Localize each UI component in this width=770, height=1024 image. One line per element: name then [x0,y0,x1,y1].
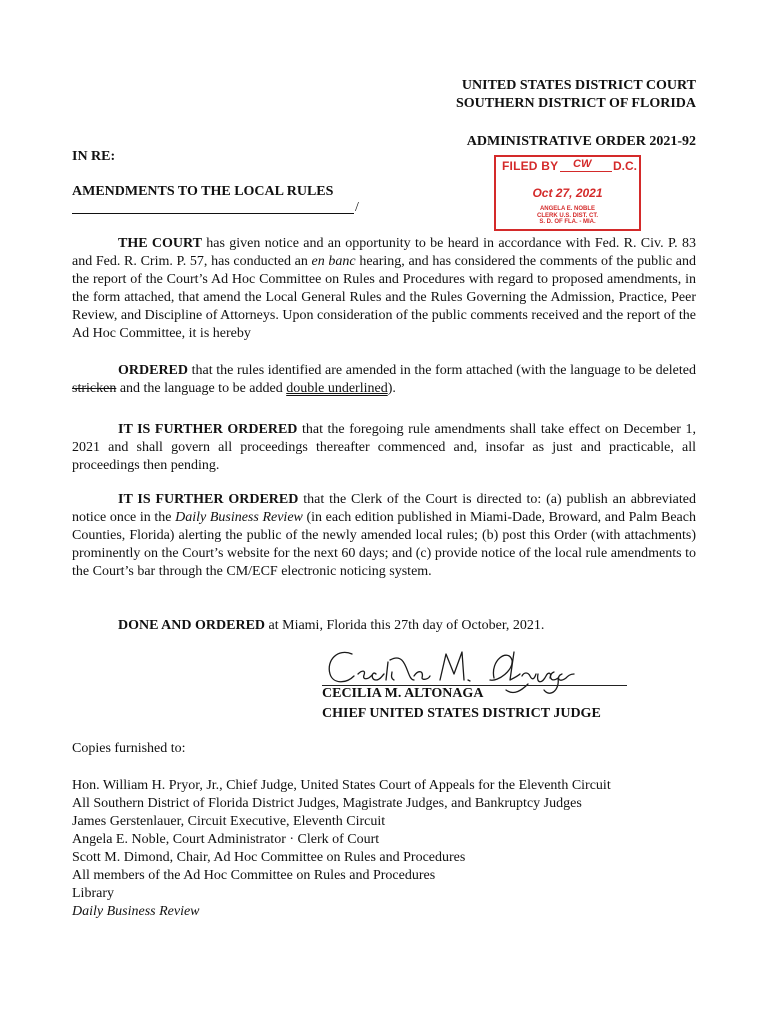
p1-italic: en banc [311,254,356,269]
stamp-dc: D.C. [613,159,637,173]
recipient-item: Hon. William H. Pryor, Jr., Chief Judge, United States Court of Appeals for the Eleventh Circuit [72,778,611,793]
recipient-item: Angela E. Noble, Court Administrator · Clerk of Court [72,832,380,847]
stamp-clerk-office: CLERK U.S. DIST. CT. [536,212,598,219]
recipient-item: All Southern District of Florida District Judges, Magistrate Judges, and Bankruptcy Judges [72,796,582,811]
case-title: AMENDMENTS TO THE LOCAL RULES [72,184,334,199]
in-re-label: IN RE: [72,149,116,164]
court-header [404,77,696,113]
recipient-item: Daily Business Review [72,904,200,919]
paragraph-notice [72,235,696,343]
p3-bold: IT IS FURTHER ORDERED [118,422,298,437]
copies-furnished-label: Copies furnished to: [72,741,186,756]
stamp-clerk [496,206,639,226]
judge-title: CHIEF UNITED STATES DISTRICT JUDGE [322,706,601,721]
p2-text-a: that the rules identified are amended in the form attached (with the language to be deleted [188,363,696,378]
stamp-filed-by: FILED BY [502,159,559,173]
p5-bold: DONE AND ORDERED [118,618,266,633]
p4-text-a: that the Clerk of the Court is directed to: (a) publish an abbreviated notice once in the [72,492,696,525]
stamp-initials: CW [573,158,592,170]
stamp-by-line [560,171,612,172]
court-name: UNITED STATES DISTRICT COURT [461,78,696,93]
p1-text-a: has given notice and an opportunity to be heard in accordance with Fed. R. Civ. P. 83 and Fed. R. Crim. P. 57, has conducted an [72,236,696,269]
stamp-clerk-district: S. D. OF FLA. - MIA. [539,219,596,225]
p5-text-a: at Miami, Florida this 27th day of October, 2021. [265,618,545,633]
caption-rule [72,213,354,214]
p3-text-a: that the foregoing rule amendments shall take effect on December 1, 2021 and shall govern all proceedings thereafter commenced and, insofar as just and practicable, all proceedings then pending. [72,422,697,473]
recipient-item: Scott M. Dimond, Chair, Ad Hoc Committee on Rules and Procedures [72,850,466,865]
recipient-item: All members of the Ad Hoc Committee on Rules and Procedures [72,868,436,883]
p2-text-b: and the language to be added [116,381,287,396]
p4-text-b: (in each edition published in Miami-Dade, Broward, and Palm Beach Counties, Florida) alerting the public of the newly amended local rules; (b) post this Order (with attachments) prominently on the Court’s website for the next 60 days; and (c) provide notice of the local rule amendments to the Court’s bar through the CM/ECF electronic noticing system. [72,510,696,579]
recipient-item: James Gerstenlauer, Circuit Executive, Eleventh Circuit [72,814,386,829]
p2-bold: ORDERED [118,363,189,378]
caption-slash: / [355,200,359,215]
paragraph-done-and-ordered [72,617,696,635]
p2-double-underlined: double underlined [286,381,388,396]
paragraph-ordered [72,362,696,398]
copies-recipient-list [72,777,611,921]
stamp-clerk-name: ANGELA E. NOBLE [539,206,596,212]
court-district: SOUTHERN DISTRICT OF FLORIDA [456,96,696,111]
administrative-order-number: ADMINISTRATIVE ORDER 2021-92 [466,134,696,149]
p4-bold: IT IS FURTHER ORDERED [118,492,299,507]
p2-text-c: ). [387,381,396,396]
paragraph-clerk-directed [72,491,696,581]
stamp-date: Oct 27, 2021 [532,186,603,200]
paragraph-effective-date [72,421,696,475]
judge-name: CECILIA M. ALTONAGA [322,686,484,701]
p4-italic: Daily Business Review [175,510,303,525]
p1-text-b: hearing, and has considered the comments of the public and the report of the Court’s Ad Hoc Committee on Rules and Procedures with regard to proposed amendments, in the form attached, that amend the Local General Rules and the Rules Governing the Admission, Practice, Peer Review, and Discipline of Attorneys. Upon consideration of the public comments received and the report of the Ad Hoc Committee, it is hereby [72,254,696,341]
recipient-item: Library [72,886,114,901]
filed-stamp [494,155,641,231]
p1-bold: THE COURT [118,236,202,251]
p2-stricken: stricken [72,381,117,396]
